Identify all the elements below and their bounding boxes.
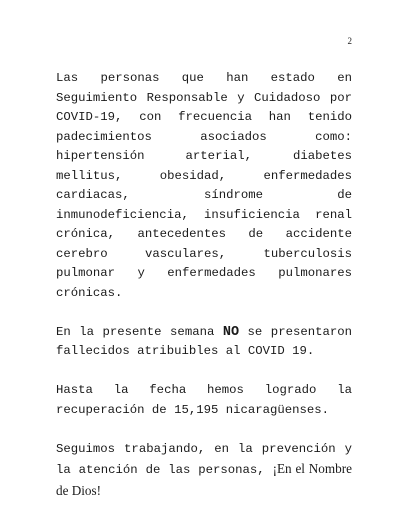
closing-blessing: ¡En el Nombre de Dios!	[56, 461, 352, 498]
paragraph-deaths-tail: se presentaron fallecidos atribuibles al COVID 19.	[56, 324, 352, 358]
paragraph-closing-main: Seguimos trabajando, en la prevención y la atención de las personas,	[56, 441, 352, 477]
paragraph-deaths	[56, 323, 352, 362]
page-number: 2	[347, 36, 352, 46]
emphasis-no: NO	[222, 324, 240, 340]
paragraph-closing	[56, 440, 352, 503]
document-body	[56, 69, 352, 522]
paragraph-comorbidities: Las personas que han estado en Seguimiento Responsable y Cuidadoso por COVID-19, con frecuencia han tenido padecimientos asociados como: hipertensión arterial, diabetes mellitus, obesidad, enfermedades cardiacas, síndrome de inmunodeficiencia, insuficiencia renal crónica, antecedentes de accidente cerebro vasculares, tuberculosis pulmonar y enfermedades pulmonares crónicas.	[56, 71, 352, 300]
paragraph-deaths-lead: En la presente semana	[56, 324, 223, 339]
paragraph-recoveries: Hasta la fecha hemos logrado la recuperación de 15,195 nicaragüenses.	[56, 383, 352, 417]
